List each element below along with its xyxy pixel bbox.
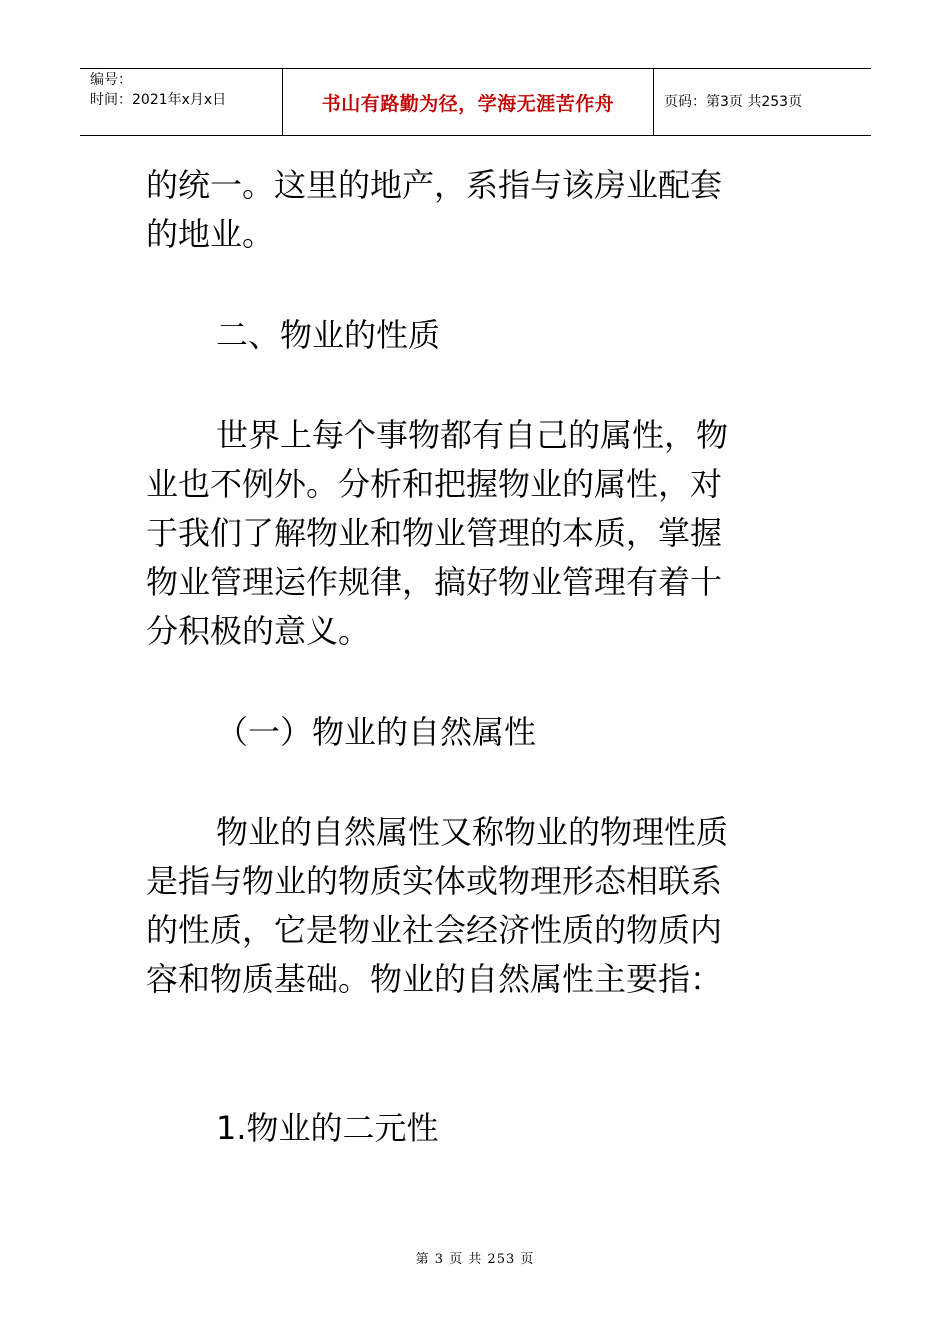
- paragraph-line: 的地业。: [146, 215, 275, 253]
- page-footer: 第 3 页 共 253 页: [415, 1252, 535, 1267]
- header-page-cell: [654, 69, 871, 135]
- paragraph-line: 的性质，它是物业社会经济性质的物质内: [146, 911, 723, 949]
- paragraph-line: 物业的自然属性又称物业的物理性质: [216, 813, 729, 851]
- paragraph-line: 分积极的意义。: [146, 612, 371, 650]
- paragraph-line: 容和物质基础。物业的自然属性主要指：: [146, 960, 723, 998]
- number-label: 编号：: [90, 72, 132, 88]
- motto-text: 书山有路勤为径，学海无涯苦作舟: [321, 92, 615, 115]
- item-heading: 1.物业的二元性: [216, 1109, 439, 1147]
- paragraph-line: 世界上每个事物都有自己的属性，物: [216, 416, 729, 454]
- date-label: 时间：2021年x月x日: [90, 92, 227, 108]
- header-motto-cell: [282, 69, 654, 135]
- section-heading: 二、物业的性质: [216, 316, 441, 354]
- subsection-heading: （一）物业的自然属性: [216, 713, 537, 751]
- paragraph-line: 于我们了解物业和物业管理的本质，掌握: [146, 514, 723, 552]
- paragraph-line: 是指与物业的物质实体或物理形态相联系: [146, 862, 723, 900]
- paragraph-line: 业也不例外。分析和把握物业的属性，对: [146, 465, 723, 503]
- header-meta-cell: [80, 69, 282, 135]
- page-header: [80, 68, 871, 136]
- paragraph-line: 的统一。这里的地产，系指与该房业配套: [146, 166, 723, 204]
- page-label: 页码：第3页 共253页: [664, 94, 803, 110]
- paragraph-line: 物业管理运作规律，搞好物业管理有着十: [146, 563, 723, 601]
